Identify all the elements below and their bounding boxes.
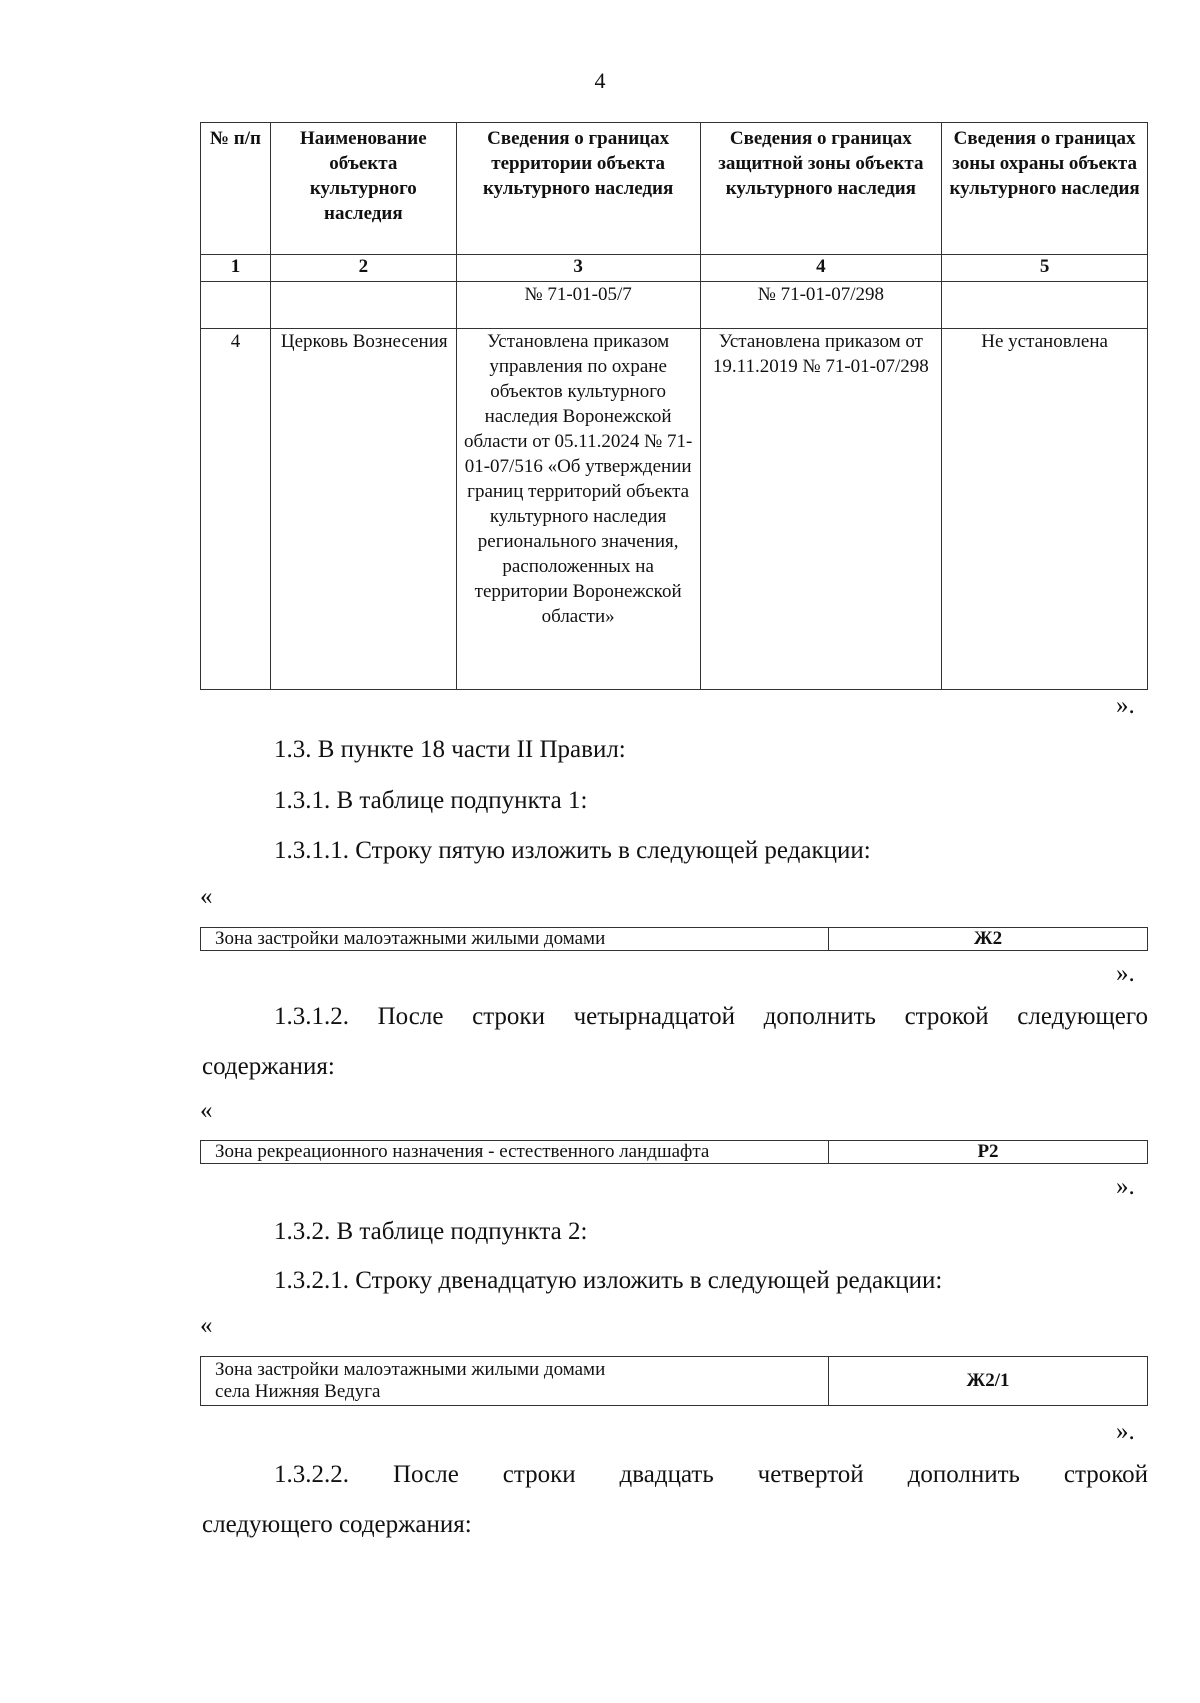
open-quote: « <box>200 1097 213 1124</box>
zone-name-line: Зона застройки малоэтажными жилыми домами <box>215 1359 606 1380</box>
paragraph-1-3-1-2-line1: 1.3.1.2. После строки четырнадцатой дополнить строкой следующего <box>274 1003 1148 1030</box>
protective-zone-info: Установлена приказом от 19.11.2019 № 71-01-07/298 <box>700 329 942 690</box>
paragraph-1-3-2: 1.3.2. В таблице подпункта 2: <box>274 1218 588 1245</box>
close-quote: ». <box>1116 692 1135 719</box>
object-name: Церковь Вознесения <box>270 329 456 690</box>
paragraph-1-3: 1.3. В пункте 18 части II Правил: <box>274 736 626 763</box>
close-quote: ». <box>1116 1173 1135 1200</box>
zone-code: Р2 <box>829 1141 1148 1164</box>
open-quote: « <box>200 1312 213 1339</box>
zone-table-b <box>200 1140 1148 1164</box>
protection-zone-info: Не установлена <box>942 329 1148 690</box>
page-number: 4 <box>594 68 606 93</box>
column-number: 1 <box>201 255 271 282</box>
close-quote: ». <box>1116 960 1135 987</box>
table-cell <box>270 282 456 329</box>
zone-table-c <box>200 1356 1148 1406</box>
paragraph-1-3-2-1: 1.3.2.1. Строку двенадцатую изложить в следующей редакции: <box>274 1267 943 1294</box>
table-row <box>201 1357 1148 1406</box>
row-number: 4 <box>201 329 271 690</box>
paragraph-1-3-1: 1.3.1. В таблице подпункта 1: <box>274 787 588 814</box>
column-number: 4 <box>700 255 942 282</box>
zone-name: Зона рекреационного назначения - естественного ландшафта <box>201 1141 829 1164</box>
close-quote: ». <box>1116 1418 1135 1445</box>
table-row <box>201 329 1148 690</box>
zone-name-line: села Нижняя Ведуга <box>215 1381 381 1402</box>
table-cell <box>942 282 1148 329</box>
zone-table-a <box>200 927 1148 951</box>
zone-name <box>201 1357 829 1406</box>
zone-code: Ж2 <box>829 928 1148 951</box>
open-quote: « <box>200 883 213 910</box>
column-number-row <box>201 255 1148 282</box>
paragraph-1-3-1-1: 1.3.1.1. Строку пятую изложить в следующей редакции: <box>274 837 871 864</box>
paragraph-1-3-2-2-line1: 1.3.2.2. После строки двадцать четвертой дополнить строкой <box>274 1461 1148 1488</box>
paragraph-1-3-1-2-line2: содержания: <box>202 1053 335 1080</box>
territory-info: Установлена приказом управления по охране объектов культурного наследия Воронежской области от 05.11.2024 № 71-01-07/516 «Об утверждении границ территорий объекта культурного наследия регионального значения, расположенных на территории Воронежской области» <box>456 329 700 690</box>
paragraph-1-3-2-2-line2: следующего содержания: <box>202 1511 472 1538</box>
column-number: 5 <box>942 255 1148 282</box>
header-protective-zone: Сведения о границах защитной зоны объекта культурного наследия <box>700 123 942 255</box>
zone-code: Ж2/1 <box>829 1357 1148 1406</box>
header-row <box>201 123 1148 255</box>
table-cell <box>201 282 271 329</box>
heritage-table <box>200 122 1148 690</box>
header-name: Наименование объекта культурного наследия <box>270 123 456 255</box>
header-territory: Сведения о границах территории объекта культурного наследия <box>456 123 700 255</box>
table-row <box>201 1141 1148 1164</box>
column-number: 3 <box>456 255 700 282</box>
zone-name: Зона застройки малоэтажными жилыми домами <box>201 928 829 951</box>
table-cell: № 71-01-05/7 <box>456 282 700 329</box>
table-row <box>201 928 1148 951</box>
continuation-row <box>201 282 1148 329</box>
column-number: 2 <box>270 255 456 282</box>
table-cell: № 71-01-07/298 <box>700 282 942 329</box>
header-num: № п/п <box>201 123 271 255</box>
header-protection-zone: Сведения о границах зоны охраны объекта культурного наследия <box>942 123 1148 255</box>
